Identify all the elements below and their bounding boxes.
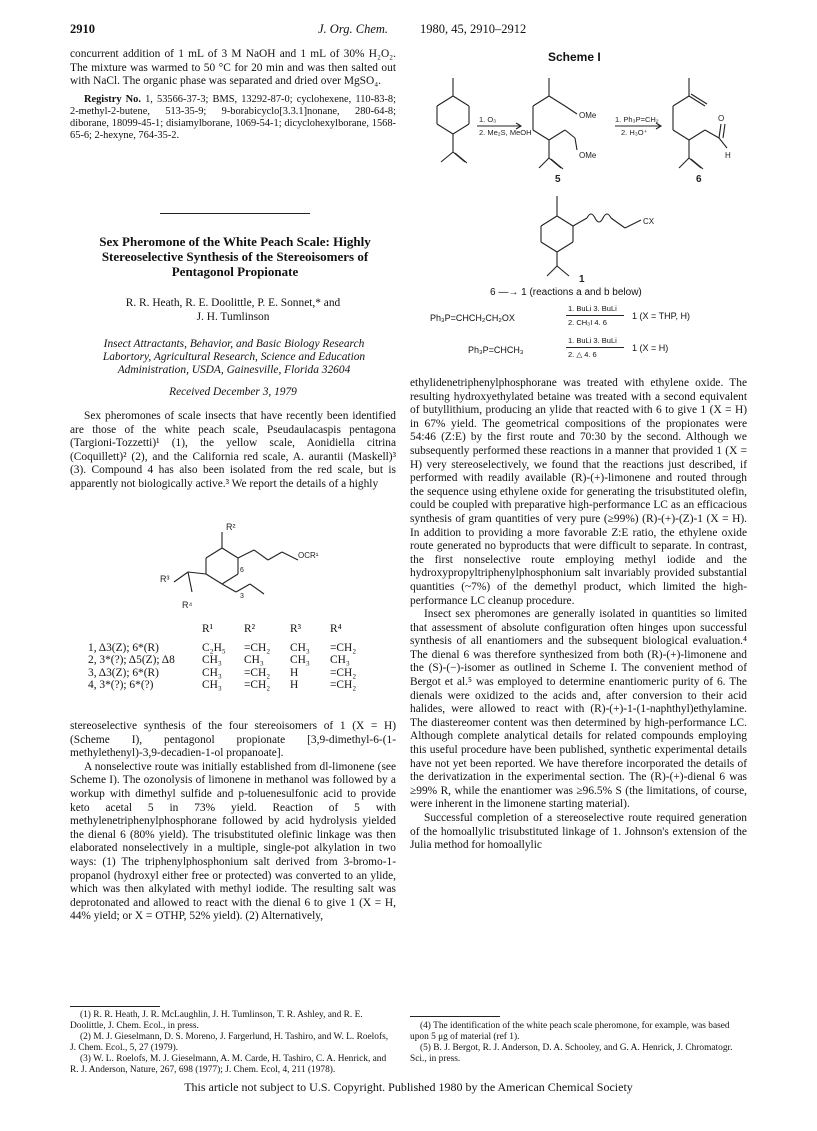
reaction-a-reagents-top: 1. BuLi 3. BuLi — [568, 304, 617, 313]
footnotes-left — [70, 1010, 396, 1076]
table-header-row — [88, 623, 362, 636]
right-column-body — [410, 377, 747, 853]
r4-label: R⁴ — [182, 600, 193, 610]
table-cell: 1, Δ3(Z); 6*(R) — [88, 641, 159, 654]
table-cell: =CH₂ — [244, 641, 271, 654]
table-cell: CH₃ — [202, 679, 222, 691]
aldehyde-h-label: H — [725, 151, 731, 160]
section-divider — [160, 213, 310, 214]
reaction-a-product: 1 (X = THP, H) — [632, 311, 690, 321]
table-cell: CH₃ — [244, 654, 264, 666]
r3-label: R³ — [160, 574, 170, 584]
table-cell: H — [290, 679, 299, 691]
scheme-title: Scheme I — [548, 50, 601, 64]
footnote: (2) M. J. Gieselmann, D. S. Moreno, J. Fargerlund, H. Tashiro, and W. L. Roelofs, J. Chem. Ecol., 5, 27 (1979). — [70, 1032, 389, 1053]
position-6-label: 6 — [240, 567, 244, 574]
registry-label: Registry No. — [84, 93, 141, 105]
footnote: (5) B. J. Bergot, R. J. Anderson, D. A. Schooley, and G. A. Henrick, J. Chromatogr. Sci., in press. — [410, 1043, 733, 1064]
table-cell: =CH₂ — [330, 641, 357, 654]
step2-reagent-a: 1. Ph₃P=CH₂ — [615, 115, 659, 124]
ome-bottom-label: OMe — [579, 151, 597, 160]
registry-paragraph — [70, 94, 396, 142]
reaction-b-reagents-bottom: 2. △ 4. 6 — [568, 350, 597, 359]
compound-1-label: 1 — [579, 274, 585, 285]
compound-6-label: 6 — [696, 174, 702, 185]
footnote: (3) W. L. Roelofs, M. J. Gieselmann, A. M. Carde, H. Tashiro, C. A. Henrick, and R. J. Anderson, Nature, 267, 698 (1977); J. Chem. Ecol, 4, 211 (1978). — [70, 1054, 387, 1075]
carbonyl-o-label: O — [718, 114, 725, 123]
compound-table — [88, 623, 362, 692]
table-header-cell: R² — [244, 623, 256, 635]
reaction-a-arrow — [566, 315, 624, 316]
volume-info: 1980, 45, 2910–2912 — [420, 22, 527, 36]
table-cell: 3, Δ3(Z); 6*(R) — [88, 666, 159, 679]
step1-reagent-a: 1. O₃ — [479, 115, 497, 124]
table-cell: CH₃ — [202, 666, 222, 679]
registry-numbers: 1, 53566-37-3; BMS, 13292-87-0; cyclohexene, 110-83-8; 2-methyl-2-butene, 513-35-9; 9-borabicyclo[3.3.1]nonane, 280-64-8; diborane, 18099-45-1; disiamylborane, 1069-54-1; dicyclohexylborane, 1568-65-6; 2-hexyne, 764-35-2. — [70, 93, 396, 141]
table-cell: CH₃ — [290, 641, 310, 654]
journal-name: J. Org. Chem. — [318, 22, 389, 36]
received-date: Received December 3, 1979 — [169, 386, 297, 398]
experimental-end-paragraph: concurrent addition of 1 mL of 3 M NaOH and 1 mL of 30% H₂O₂. The mixture was warmed to 50 °C for 20 min and was then salted out with NaCl. The organic phase was separated and dried over MgSO₄. — [70, 48, 396, 88]
reaction-b-arrow — [566, 347, 624, 348]
table-cell: 2, 3*(?); Δ5(Z); Δ8 — [88, 654, 175, 666]
authors-line-1: R. R. Heath, R. E. Doolittle, P. E. Sonnet,* and — [125, 297, 341, 309]
table-header-cell — [88, 623, 202, 636]
reaction-a-reactant: Ph₃P=CHCH₂CH₂OX — [430, 313, 515, 323]
intro-paragraph-block — [70, 410, 396, 492]
table-cell: C₂H₅ — [202, 641, 226, 654]
ome-top-label: OMe — [579, 111, 597, 120]
copyright-notice: This article not subject to U.S. Copyright. Published 1980 by the American Chemical Society — [184, 1080, 633, 1094]
table-header-cell: R¹ — [202, 623, 214, 635]
route-paragraph: A nonselective route was initially established from dl-limonene (see Scheme I). The ozonolysis of limonene in methanol was followed by a workup with dimethyl sulfide and p-toluenesulfonic acid to provide keto acetal 5 in 73% yield. Reaction of 5 with methylenetriphenylphosphorane followed by acid hydrolysis yielded the dienal 6 (80% yield). The trisubstituted olefinic linkage was then elaborated nonselectively in a multiple, single-pot alkylation in two ways: (1) The triphenylphosphonium salt derived from 3-bromo-1-propanol (hydroxyl either free or protected) was converted to an ylide, which was then alkylated with methyl iodide. The resulting salt was deprotonated and allowed to react with the dienal 6 to give 1 (X = H, 44% yield; or X = OTHP, 52% yield). (2) Alternatively, — [70, 760, 396, 923]
table-cell: 4, 3*(?); 6*(?) — [88, 679, 154, 691]
table-header-cell: R⁴ — [330, 623, 342, 635]
table-cell: CH₃ — [290, 654, 310, 666]
reaction-b-reagents-top: 1. BuLi 3. BuLi — [568, 336, 617, 345]
enantiomer-paragraph: Insect sex pheromones are generally isolated in quantities so limited that assessment of absolute configuration often hinges upon successful synthesis of all enantiomers and the subsequent biological evaluation.⁴ The dienal 6 was therefore synthesized from both (R)-(+)-limonene and the (S)-(−)-isomer as outlined in Scheme I. The convenient method of Bergot et al.⁵ was employed to determine enantiomeric purity of 6. The dienals were oxidized to the acids and, after conversion to their acid halides, were allowed to react with (R)-(+)-1-(1-naphthyl)ethylamine. The diastereomer content was then determined by high-performance LC. Although complete analytical details for related compounds employing this useful procedure have been published, synthetic experimental details have not yet been reported. We have therefore incorporated the details of the derivatization in the experimental section. The (R)-(+)-dienal 6 was ≥99% R, while the enantiomer was ≥96.5% S (the limitations, of course, were inherent in the limonene starting material). — [410, 608, 747, 811]
position-3-label: 3 — [240, 593, 244, 600]
footnotes-right — [410, 1021, 747, 1065]
route-summary-line: 6 —→ 1 (reactions a and b below) — [490, 287, 642, 298]
table-cell: =CH₂ — [244, 666, 271, 679]
footnote: (1) R. R. Heath, J. R. McLaughlin, J. H. Tumlinson, T. R. Ashley, and R. E. Doolittle, J. Chem. Ecol., in press. — [70, 1010, 363, 1031]
table-header-cell: R³ — [290, 623, 302, 635]
table-cell: CH₃ — [202, 654, 222, 666]
step1-reagent-b: 2. Me₂S, MeOH — [479, 128, 532, 137]
footnote-rule-right — [410, 1016, 500, 1017]
ethylene-oxide-paragraph: ethylidenetriphenylphosphorane was treated with ethylene oxide. The resulting hydroxyethylated betaine was treated with a second equivalent of butyllithium, producing an ylide that reacted with 6 to give 1 (X = H) in 67% yield. The geometrical compositions of the propionates were 54:46 (Z:E) by the first route and 70:30 by the second. Although we subsequently performed these reactions in a manner that provided 1 (X = H) very stereoselectively, we found that the reactions just described, if performed with readily available (R)-(+)-limonene and routed through the sequence using ethylene oxide for generating the trisubstituted olefin, could be coupled with preparative high-performance LC as an efficacious synthesis of gram quantities of very pure (≥99%) (R)-(+)-(Z)-1 (X = H). In addition to providing a more favorable Z:E ratio, the ethylene oxide route generated no byproducts that were difficult to separate. In contrast, the first nonselective route employing methyl iodide and the hydroxypropyltriphenylphosphonium salt invariably provided substantial quantities (~7%) of the demethyl product, which limited the high-performance LC cleanup procedure. — [410, 377, 747, 607]
left-column-top — [70, 48, 396, 142]
table-row — [88, 667, 362, 680]
left-column-body — [70, 720, 396, 924]
authors — [70, 297, 396, 324]
table-cell: =CH₂ — [330, 666, 357, 679]
table-cell: =CH₂ — [330, 679, 357, 691]
table-row — [88, 679, 362, 692]
table-cell: CH₃ — [330, 654, 350, 666]
table-cell: H — [290, 666, 299, 679]
homoallylic-paragraph: Successful completion of a stereoselective route required generation of the homoallylic trisubstituted linkage of 1. Johnson's extension of the Julia method for homoallylic — [410, 812, 747, 852]
page-number: 2910 — [70, 22, 95, 36]
reaction-a-reagents-bottom: 2. CH₃I 4. 6 — [568, 318, 607, 327]
step2-reagent-b: 2. H₃O⁺ — [621, 128, 648, 137]
authors-line-2: J. H. Tumlinson — [196, 310, 270, 323]
footnote: (4) The identification of the white peach scale pheromone, for example, was based upon 5 μg of material (ref 1). — [410, 1021, 730, 1042]
r2-label: R² — [226, 522, 236, 532]
general-structure-diagram — [140, 520, 370, 620]
affiliation: Insect Attractants, Behavior, and Basic Biology Research Labortory, Agricultural Research, Science and Education Administration, USDA, Gainesville, Florida 32604 — [102, 338, 366, 377]
reaction-b-product: 1 (X = H) — [632, 343, 669, 353]
compound-5-label: 5 — [555, 174, 561, 185]
stereoselective-paragraph: stereoselective synthesis of the four stereoisomers of 1 (X = H) (Scheme I), pentagonol propionate [3,9-dimethyl-6-(1-methylethenyl)-3,9-decadien-1-ol propanoate]. — [70, 720, 396, 760]
reaction-b-reactant: Ph₃P=CHCH₃ — [468, 345, 524, 355]
cx-label: CX — [643, 217, 655, 226]
table-row — [88, 642, 362, 655]
footnote-rule-left — [70, 1006, 160, 1007]
intro-paragraph: Sex pheromones of scale insects that have recently been identified are those of the white peach scale, Pseudaulacaspis pentagona (Targioni-Tozzetti)¹ (1), the yellow scale, Aonidiella citrina (Coquillett)² (2), and the California red scale, A. aurantii (Maskell)³ (3). Compound 4 has also been isolated from the red scale, but is apparently not biologically active.³ We report the details of a highly — [70, 410, 396, 490]
table-cell: =CH₂ — [244, 679, 271, 691]
table-row — [88, 654, 362, 667]
ocr-label: OCR¹ — [298, 551, 319, 560]
article-title: Sex Pheromone of the White Peach Scale: Highly Stereoselective Synthesis of the Stereoisomers of Pentagonol Propionate — [99, 234, 371, 279]
